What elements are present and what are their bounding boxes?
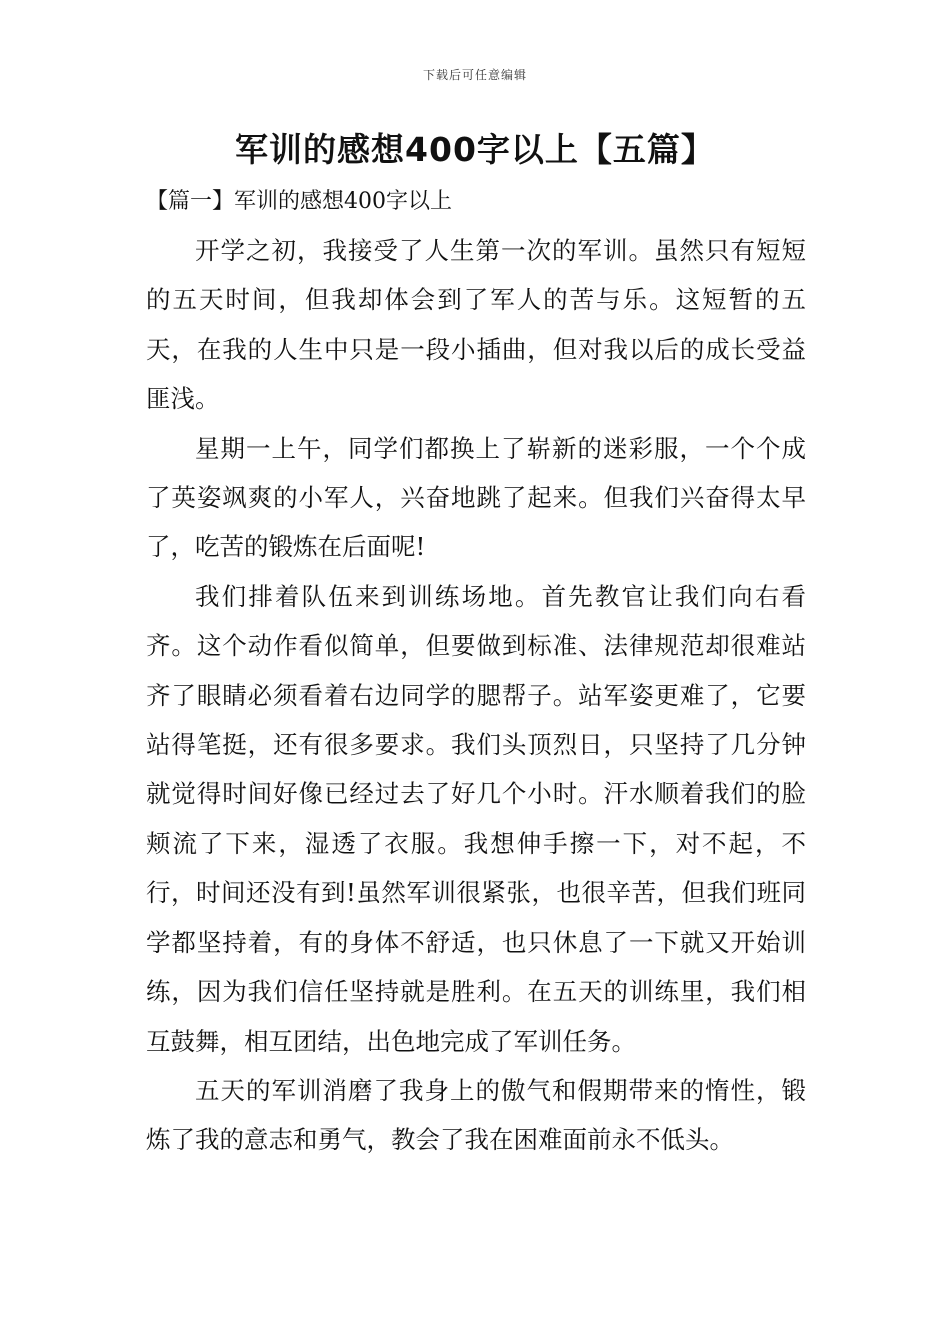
- header-note: 下载后可任意编辑: [422, 68, 527, 82]
- document-body: [146, 226, 806, 1165]
- paragraph: 我们排着队伍来到训练场地。首先教官让我们向右看齐。这个动作看似简单，但要做到标准、法律规范却很难站齐了眼睛必须看着右边同学的腮帮子。站军姿更难了，它要站得笔挺，还有很多要求。我们头顶烈日，只坚持了几分钟就觉得时间好像已经过去了好几个小时。汗水顺着我们的脸颊流了下来，湿透了衣服。我想伸手擦一下，对不起，不行，时间还没有到!虽然军训很紧张，也很辛苦，但我们班同学都坚持着，有的身体不舒适，也只休息了一下就又开始训练，因为我们信任坚持就是胜利。在五天的训练里，我们相互鼓舞，相互团结，出色地完成了军训任务。: [146, 581, 806, 1056]
- paragraph: 五天的军训消磨了我身上的傲气和假期带来的惰性，锻炼了我的意志和勇气，教会了我在困难面前永不低头。: [146, 1075, 806, 1155]
- section-heading: 【篇一】军训的感想400字以上: [146, 189, 452, 214]
- paragraph: 星期一上午，同学们都换上了崭新的迷彩服，一个个成了英姿飒爽的小军人，兴奋地跳了起来。但我们兴奋得太早了，吃苦的锻炼在后面呢!: [146, 433, 806, 562]
- paragraph: 开学之初，我接受了人生第一次的军训。虽然只有短短的五天时间，但我却体会到了军人的苦与乐。这短暂的五天，在我的人生中只是一段小插曲，但对我以后的成长受益匪浅。: [146, 236, 806, 414]
- document-title: 军训的感想400字以上【五篇】: [235, 130, 715, 169]
